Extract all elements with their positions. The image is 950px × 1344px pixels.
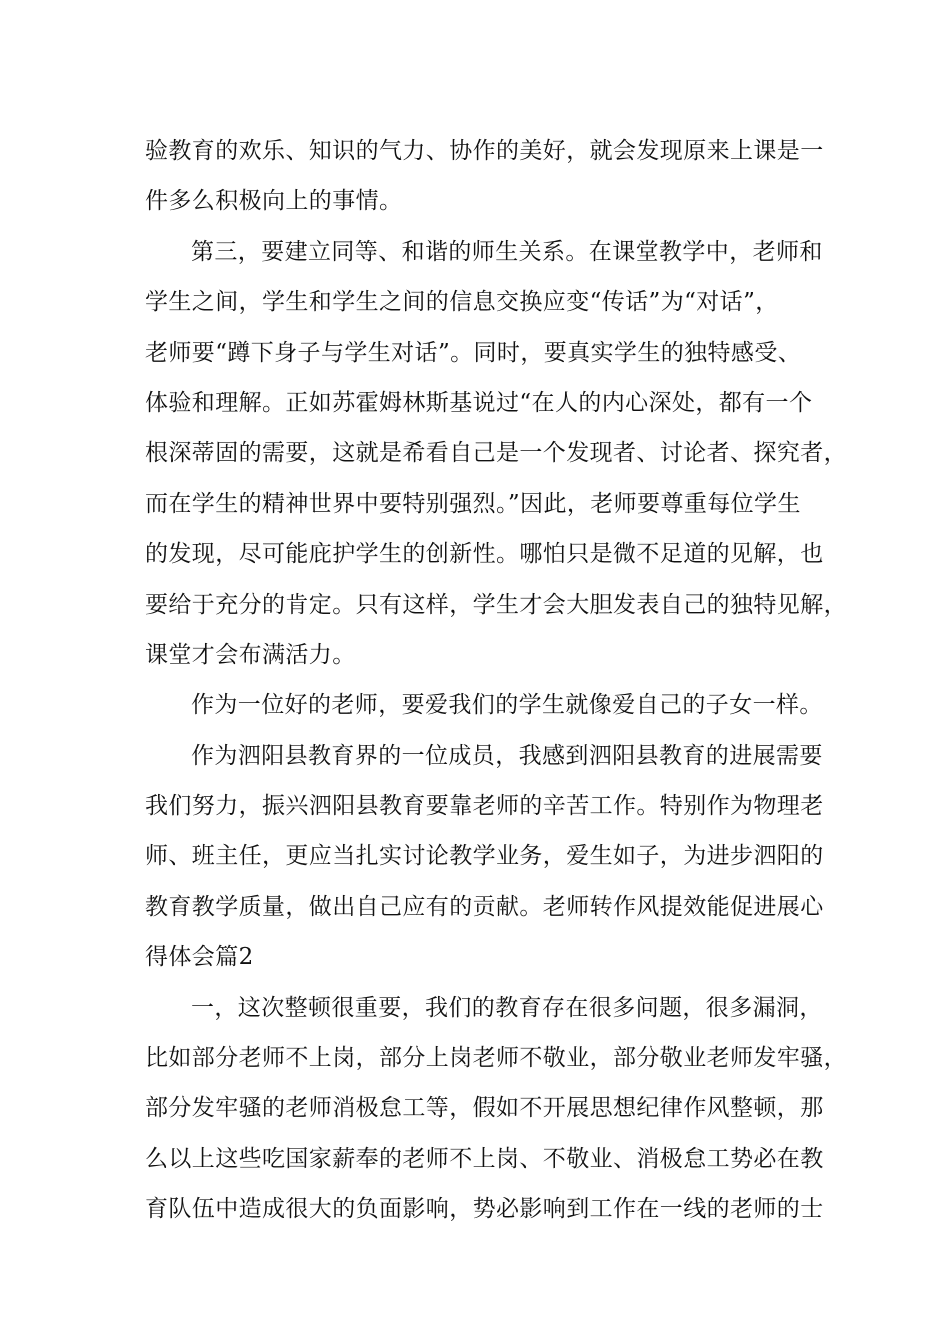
text-line: 作为泗阳县教育界的一位成员，我感到泗阳县教育的进展需要	[191, 742, 823, 769]
text-line: 要给于充分的肯定。只有这样，学生才会大胆发表自己的独特见解，	[145, 591, 847, 618]
text-line: 的发现，尽可能庇护学生的创新性。哪怕只是微不足道的见解，也	[145, 541, 824, 568]
text-line: 老师要“蹲下身子与学生对话”。同时，要真实学生的独特感受、	[145, 339, 802, 366]
text-line: 么以上这些吃国家薪奉的老师不上岗、不敬业、消极怠工势必在教	[145, 1145, 824, 1172]
text-line: 件多么积极向上的事情。	[145, 188, 403, 215]
text-line: 第三，要建立同等、和谐的师生关系。在课堂教学中，老师和	[191, 238, 823, 265]
document-body	[145, 126, 845, 1235]
text-line: 体验和理解。正如苏霍姆林斯基说过“在人的内心深处，都有一个	[145, 389, 813, 416]
text-line: 根深蒂固的需要，这就是希看自己是一个发现者、讨论者、探究者，	[145, 440, 847, 467]
text-line: 育队伍中造成很大的负面影响，势必影响到工作在一线的老师的士	[145, 1196, 824, 1223]
text-line: 而在学生的精神世界中要特别强烈。”因此，老师要尊重每位学生	[145, 490, 801, 517]
text-line: 部分发牢骚的老师消极怠工等，假如不开展思想纪律作风整顿，那	[145, 1095, 824, 1122]
text-line: 作为一位好的老师，要爱我们的学生就像爱自己的子女一样。	[191, 692, 823, 719]
text-line: 一，这次整顿很重要，我们的教育存在很多问题，很多漏洞，	[191, 994, 823, 1021]
text-line: 课堂才会布满活力。	[145, 641, 356, 668]
text-line: 比如部分老师不上岗，部分上岗老师不敬业，部分敬业老师发牢骚，	[145, 1045, 847, 1072]
text-line: 学生之间，学生和学生之间的信息交换应变“传话”为“对话”，	[145, 289, 779, 316]
text-line: 教育教学质量，做出自己应有的贡献。老师转作风提效能促进展心	[145, 893, 824, 920]
text-line: 得体会篇2	[145, 944, 254, 971]
text-line: 验教育的欢乐、知识的气力、协作的美好，就会发现原来上课是一	[145, 138, 824, 164]
text-line: 我们努力，振兴泗阳县教育要靠老师的辛苦工作。特别作为物理老	[145, 793, 824, 820]
text-line: 师、班主任，更应当扎实讨论教学业务，爱生如子，为进步泗阳的	[145, 843, 824, 870]
